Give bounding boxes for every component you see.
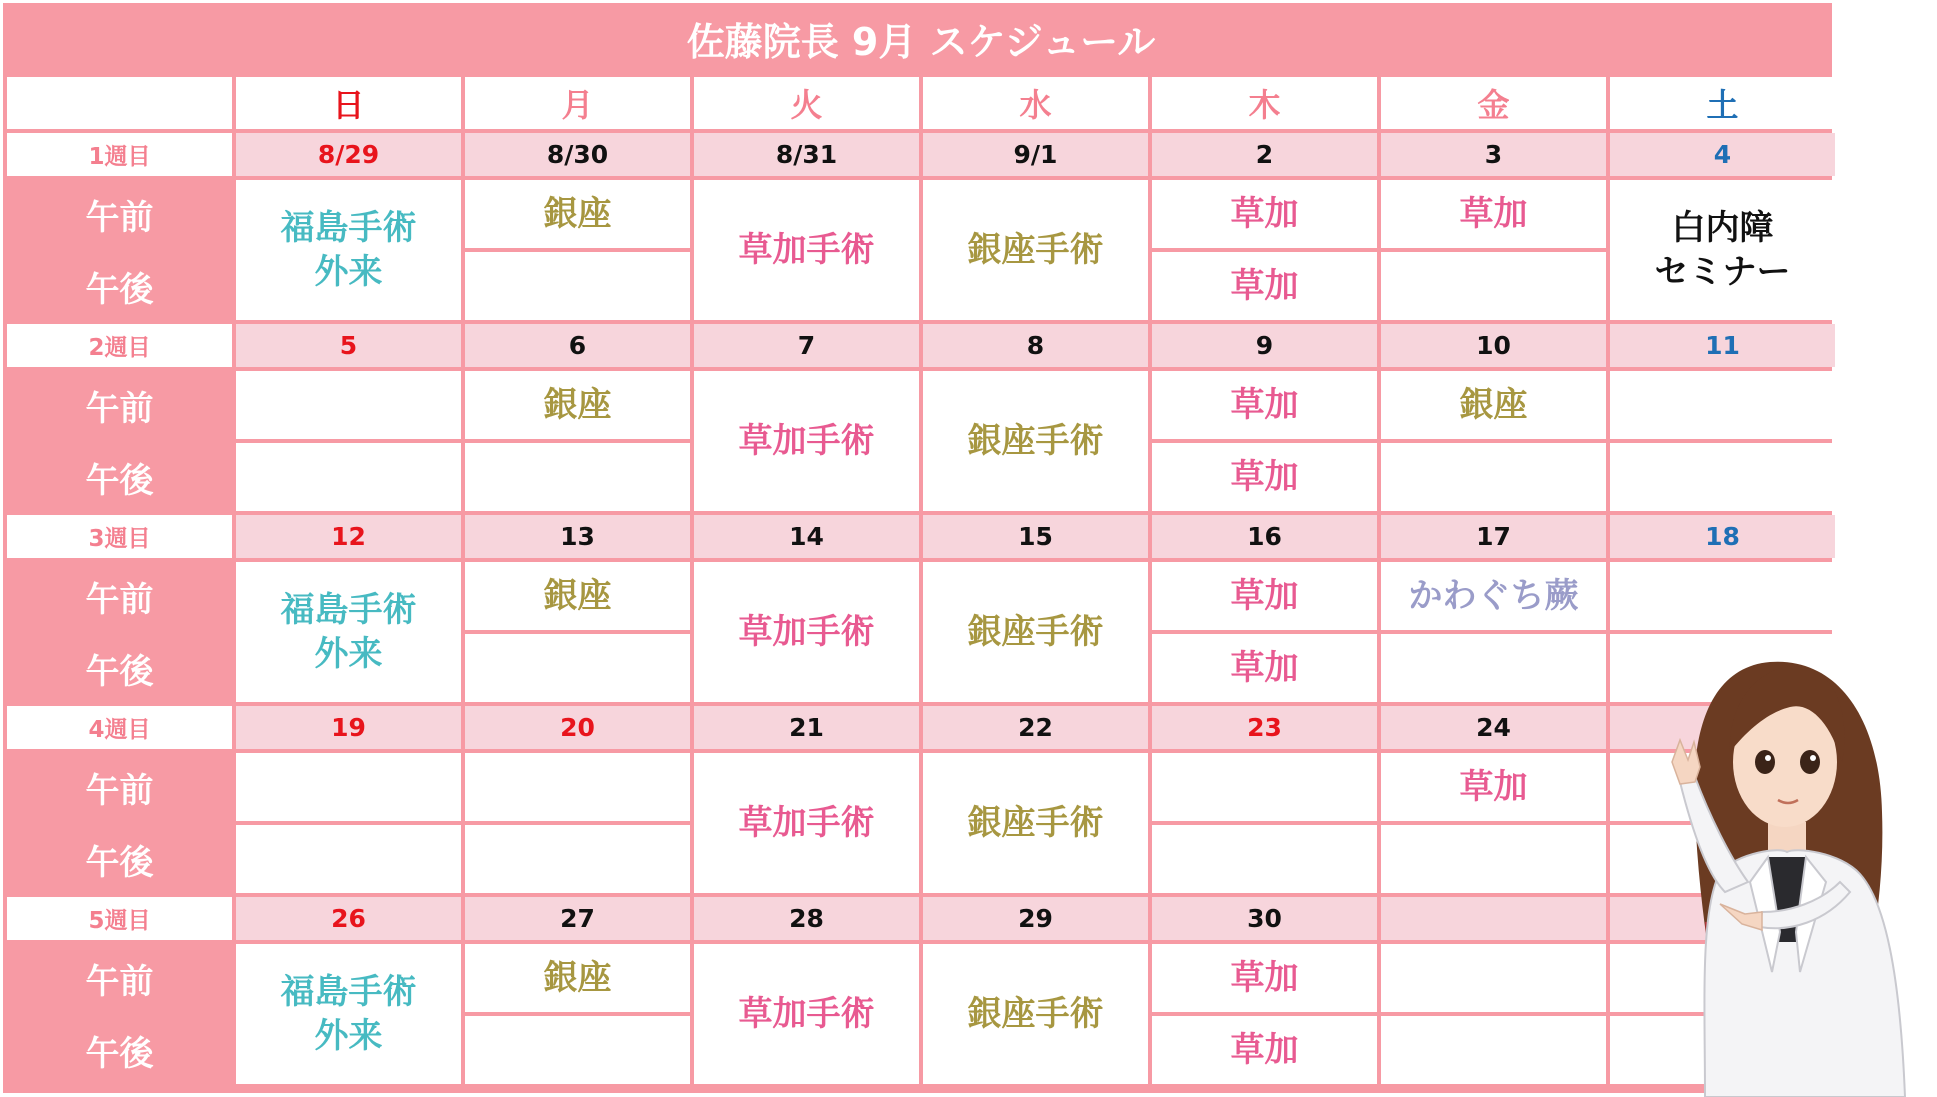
week-label: 4週目 xyxy=(7,706,232,749)
schedule-entry-am: 銀座 xyxy=(465,180,690,248)
schedule-entry-pm xyxy=(1381,634,1606,702)
schedule-entry: 福島手術 外来 xyxy=(236,944,461,1084)
schedule-entry-pm xyxy=(465,252,690,320)
schedule-entry-pm xyxy=(1610,443,1835,511)
schedule-entry-pm xyxy=(465,1016,690,1084)
date-cell: 29 xyxy=(923,897,1148,940)
week-label: 2週目 xyxy=(7,324,232,367)
period-pm-label: 午後 xyxy=(7,252,232,320)
date-cell: 2 xyxy=(1152,133,1377,176)
date-cell: 9 xyxy=(1152,324,1377,367)
schedule-entry-am xyxy=(1152,753,1377,821)
schedule-entry-am: 銀座 xyxy=(465,371,690,439)
schedule-entry-am: 草加 xyxy=(1152,944,1377,1012)
schedule-entry: 草加手術 xyxy=(694,180,919,320)
date-cell: 6 xyxy=(465,324,690,367)
schedule-entry-pm xyxy=(465,634,690,702)
day-header: 木 xyxy=(1152,77,1377,129)
schedule-entry-pm xyxy=(236,825,461,893)
schedule-entry-am xyxy=(1381,944,1606,1012)
period-pm-label: 午後 xyxy=(7,443,232,511)
schedule-entry-am xyxy=(1610,562,1835,630)
week-label: 3週目 xyxy=(7,515,232,558)
schedule-entry-pm xyxy=(1381,1016,1606,1084)
day-header: 土 xyxy=(1610,77,1835,129)
date-cell: 14 xyxy=(694,515,919,558)
date-cell: 22 xyxy=(923,706,1148,749)
date-cell: 23 xyxy=(1152,706,1377,749)
period-pm-label: 午後 xyxy=(7,1016,232,1084)
date-cell: 15 xyxy=(923,515,1148,558)
period-am-label: 午前 xyxy=(7,753,232,821)
period-pm-label: 午後 xyxy=(7,825,232,893)
schedule-entry-am xyxy=(236,371,461,439)
schedule-entry-am xyxy=(1610,371,1835,439)
date-cell: 8/30 xyxy=(465,133,690,176)
schedule-entry: 銀座手術 xyxy=(923,753,1148,893)
schedule-entry: 銀座手術 xyxy=(923,562,1148,702)
period-am-label: 午前 xyxy=(7,371,232,439)
left-eye xyxy=(1755,750,1775,774)
date-cell: 5 xyxy=(236,324,461,367)
day-header: 金 xyxy=(1381,77,1606,129)
schedule-title: 佐藤院長 9月 スケジュール xyxy=(686,19,1156,64)
schedule-entry-am: 銀座 xyxy=(465,944,690,1012)
date-cell: 17 xyxy=(1381,515,1606,558)
date-cell: 18 xyxy=(1610,515,1835,558)
schedule-entry-am: 草加 xyxy=(1381,180,1606,248)
doctor-illustration xyxy=(1650,642,1937,1097)
day-header: 水 xyxy=(923,77,1148,129)
date-cell: 27 xyxy=(465,897,690,940)
right-eye xyxy=(1800,750,1820,774)
schedule-entry: 銀座手術 xyxy=(923,180,1148,320)
schedule-table xyxy=(3,3,1832,1093)
schedule-entry-am: 草加 xyxy=(1381,753,1606,821)
schedule-entry-am: 銀座 xyxy=(1381,371,1606,439)
date-cell: 11 xyxy=(1610,324,1835,367)
schedule-entry-pm: 草加 xyxy=(1152,634,1377,702)
date-cell: 26 xyxy=(236,897,461,940)
schedule-entry-pm: 草加 xyxy=(1152,252,1377,320)
schedule-entry-am: 草加 xyxy=(1152,180,1377,248)
date-cell: 9/1 xyxy=(923,133,1148,176)
schedule-entry-pm xyxy=(465,825,690,893)
day-header: 火 xyxy=(694,77,919,129)
date-cell: 16 xyxy=(1152,515,1377,558)
schedule-entry-pm xyxy=(1381,443,1606,511)
header-corner xyxy=(7,77,232,129)
left-hand xyxy=(1672,740,1700,784)
schedule-entry: 草加手術 xyxy=(694,562,919,702)
schedule-entry-pm xyxy=(1152,825,1377,893)
date-cell: 3 xyxy=(1381,133,1606,176)
schedule-entry: 銀座手術 xyxy=(923,944,1148,1084)
date-cell: 8 xyxy=(923,324,1148,367)
date-cell: 13 xyxy=(465,515,690,558)
schedule-entry-pm xyxy=(465,443,690,511)
schedule-entry-pm xyxy=(1381,825,1606,893)
schedule-entry-am: かわぐち蕨 xyxy=(1381,562,1606,630)
schedule-entry-am: 銀座 xyxy=(465,562,690,630)
date-cell xyxy=(1381,897,1606,940)
schedule-entry: 草加手術 xyxy=(694,753,919,893)
date-cell: 28 xyxy=(694,897,919,940)
schedule-entry-am: 草加 xyxy=(1152,371,1377,439)
period-am-label: 午前 xyxy=(7,562,232,630)
schedule-entry: 福島手術 外来 xyxy=(236,562,461,702)
date-cell: 8/31 xyxy=(694,133,919,176)
schedule-entry: 銀座手術 xyxy=(923,371,1148,511)
schedule-entry-am: 草加 xyxy=(1152,562,1377,630)
day-header: 日 xyxy=(236,77,461,129)
day-header: 月 xyxy=(465,77,690,129)
period-am-label: 午前 xyxy=(7,180,232,248)
date-cell: 10 xyxy=(1381,324,1606,367)
period-pm-label: 午後 xyxy=(7,634,232,702)
date-cell: 4 xyxy=(1610,133,1835,176)
date-cell: 24 xyxy=(1381,706,1606,749)
schedule-entry-pm xyxy=(236,443,461,511)
schedule-entry-am xyxy=(465,753,690,821)
date-cell: 21 xyxy=(694,706,919,749)
schedule-entry: 白内障 セミナー xyxy=(1610,180,1835,320)
date-cell: 12 xyxy=(236,515,461,558)
schedule-entry: 草加手術 xyxy=(694,944,919,1084)
schedule-entry-pm: 草加 xyxy=(1152,443,1377,511)
week-label: 1週目 xyxy=(7,133,232,176)
schedule-entry: 福島手術 外来 xyxy=(236,180,461,320)
week-label: 5週目 xyxy=(7,897,232,940)
date-cell: 20 xyxy=(465,706,690,749)
schedule-entry-pm xyxy=(1381,252,1606,320)
period-am-label: 午前 xyxy=(7,944,232,1012)
date-cell: 8/29 xyxy=(236,133,461,176)
date-cell: 19 xyxy=(236,706,461,749)
schedule-entry: 草加手術 xyxy=(694,371,919,511)
date-cell: 7 xyxy=(694,324,919,367)
schedule-entry-pm: 草加 xyxy=(1152,1016,1377,1084)
date-cell: 30 xyxy=(1152,897,1377,940)
schedule-entry-am xyxy=(236,753,461,821)
